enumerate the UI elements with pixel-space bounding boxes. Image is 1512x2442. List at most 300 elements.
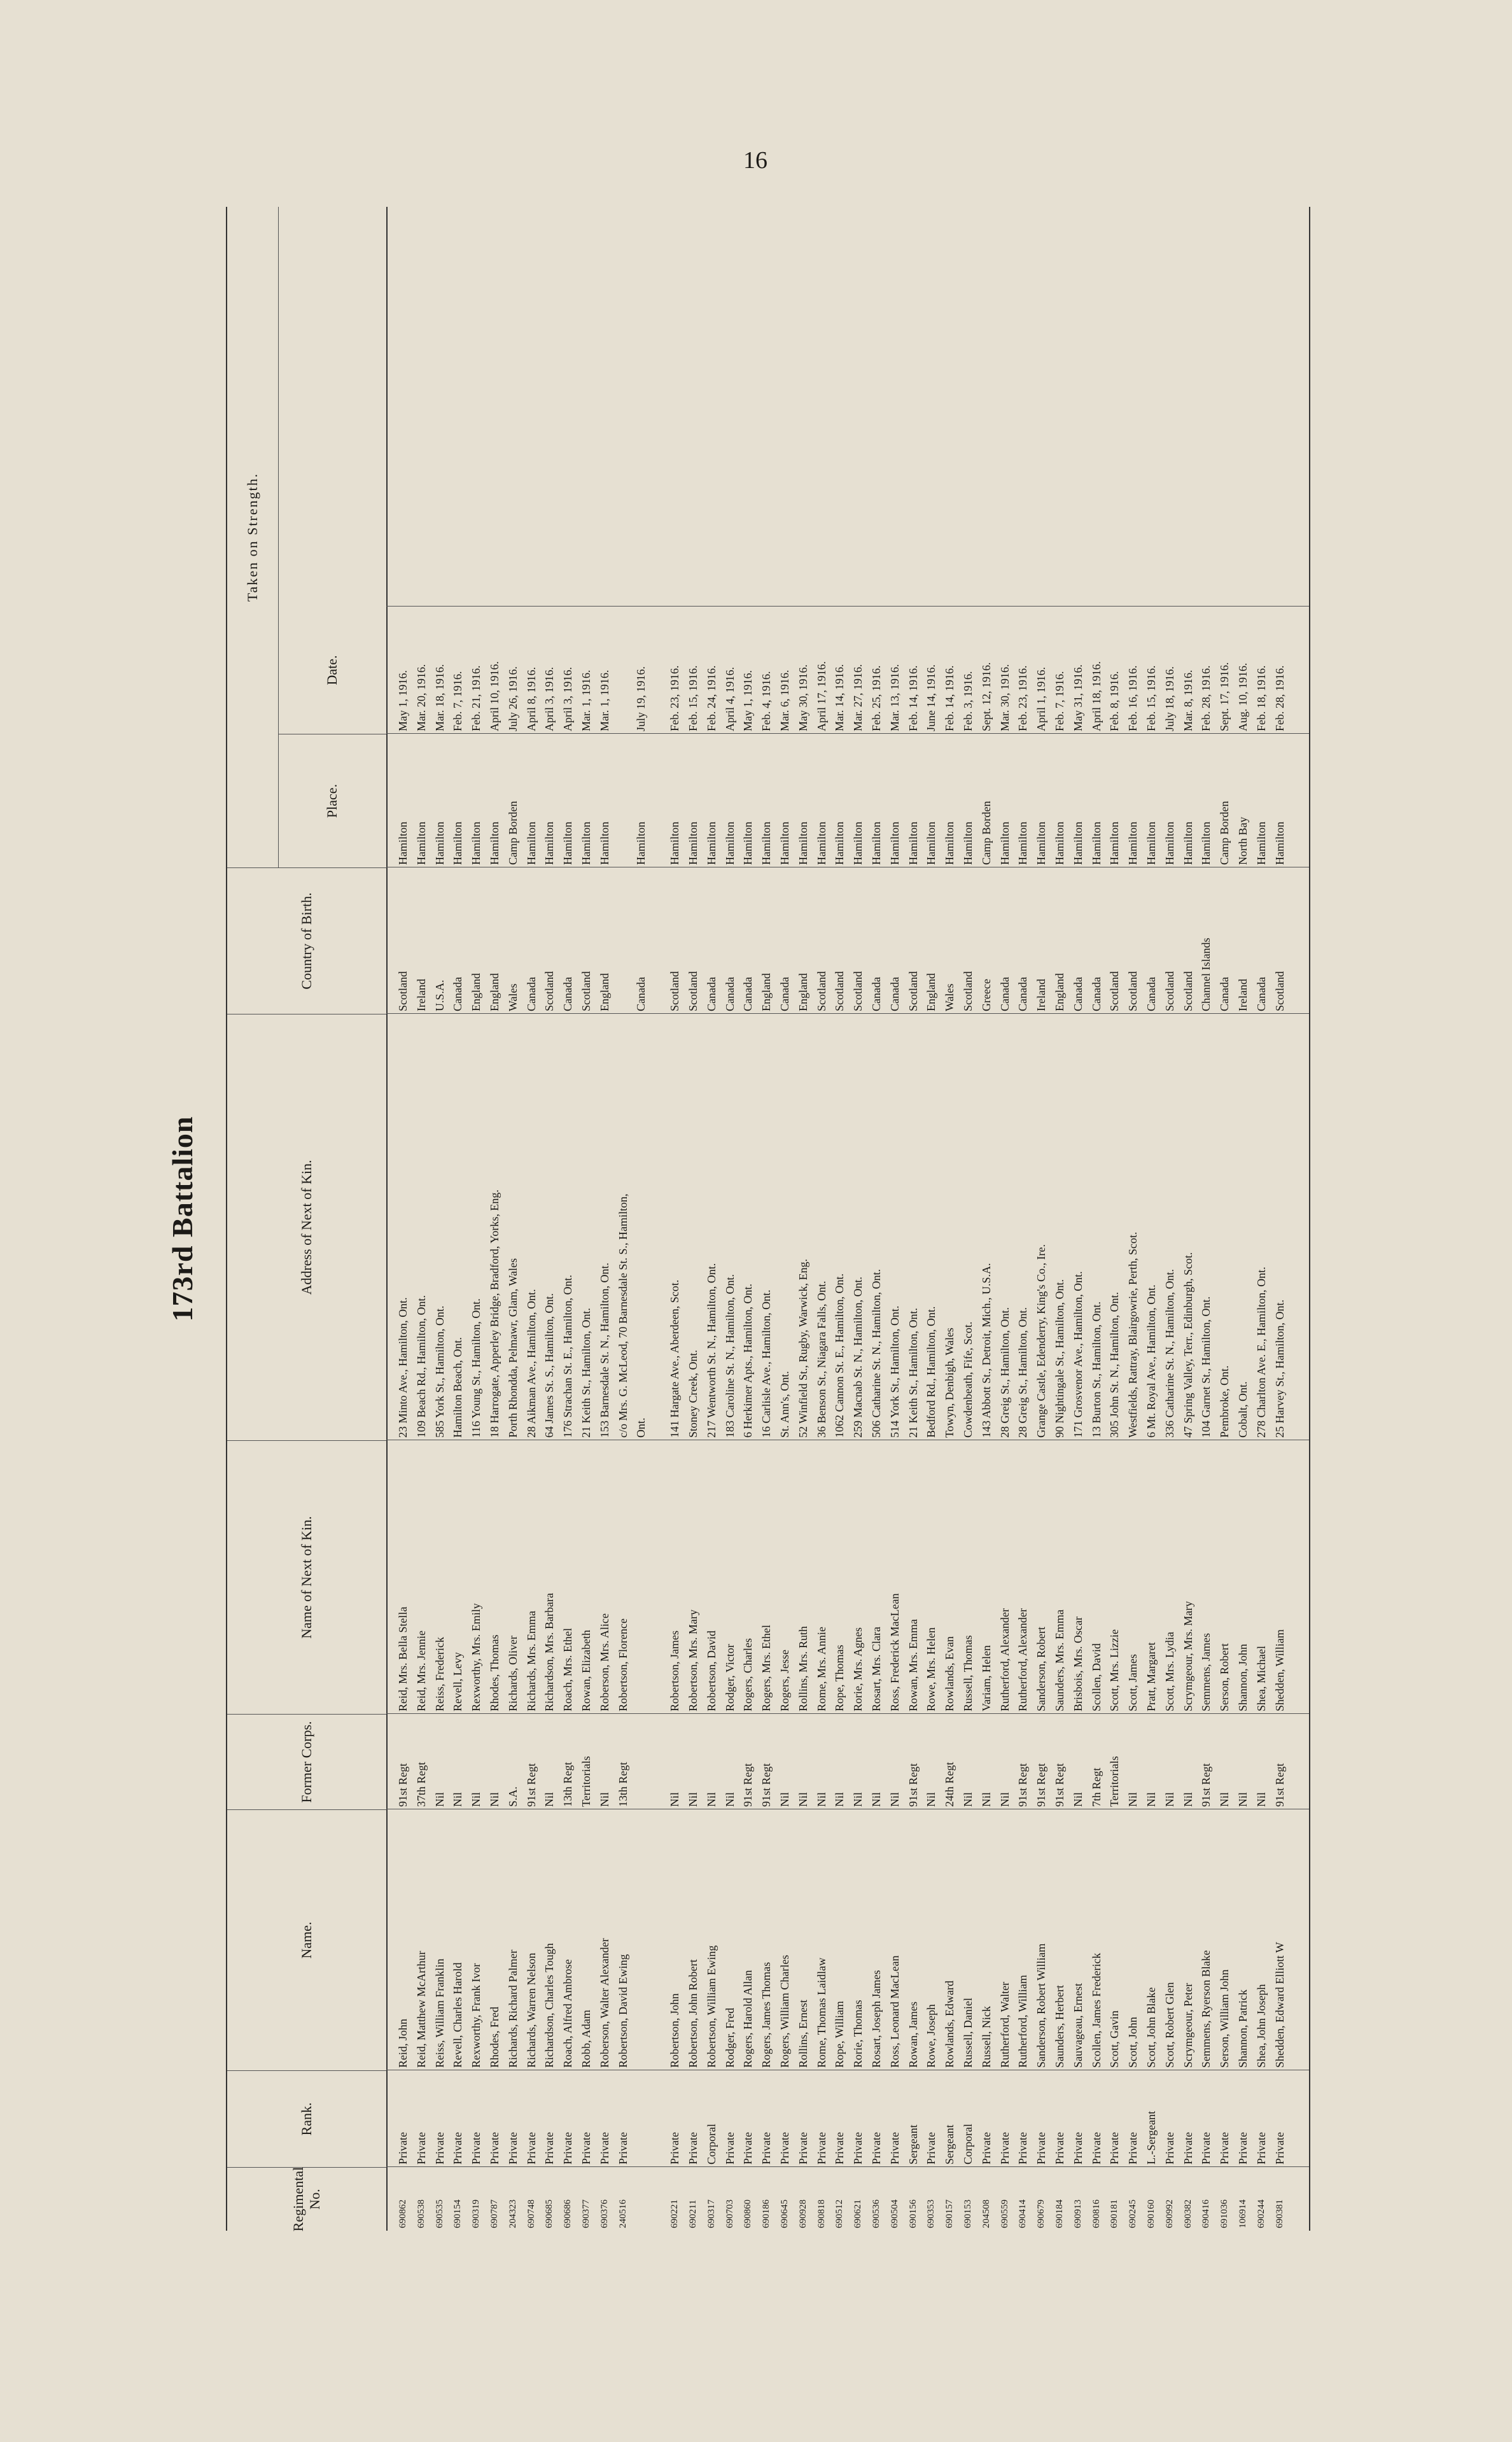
cell-country: Scotland [1108, 971, 1121, 1011]
table-body [386, 207, 1309, 2231]
cell-date: Mar. 6, 1916. [778, 670, 791, 731]
cell-place: Hamilton [1035, 822, 1048, 865]
cell-address: Grange Castle, Edenderry, King's Co., Ire. [1035, 1244, 1048, 1438]
cell-former-corps: Nil [1218, 1792, 1231, 1807]
cell-name: Shea, John Joseph [1254, 1984, 1268, 2068]
cell-former-corps: 91st Regt [760, 1763, 773, 1807]
cell-reg-no: 690913 [1072, 2200, 1083, 2228]
cell-address: 1062 Cannon St. E., Hamilton, Ont. [833, 1274, 846, 1438]
table-row [633, 207, 648, 2231]
table-row [832, 207, 847, 2231]
cell-former-corps: Nil [543, 1792, 556, 1807]
cell-reg-no: 690377 [581, 2200, 591, 2228]
cell-next-of-kin: Semmens, James [1200, 1633, 1213, 1711]
table-row [505, 207, 521, 2231]
cell-country: Canada [1254, 977, 1268, 1011]
cell-next-of-kin: Rhodes, Thomas [488, 1634, 501, 1711]
cell-next-of-kin: Ross, Frederick MacLean [888, 1593, 901, 1711]
cell-address: 21 Keith St., Hamilton, Ont. [906, 1308, 920, 1438]
cell-country: Wales [943, 983, 956, 1011]
cell-rank: L.-Sergeant [1145, 2110, 1158, 2165]
cell-name: Sauvageau, Ernest [1071, 1983, 1084, 2068]
table-row [1144, 207, 1159, 2231]
cell-country: Scotland [1181, 971, 1194, 1011]
cell-reg-no: 690181 [1109, 2200, 1120, 2228]
cell-address: 278 Charlton Ave. E., Hamilton, Ont. [1254, 1267, 1268, 1438]
cell-next-of-kin: Reiss, Frederick [433, 1637, 446, 1711]
cell-address: 28 Aikman Ave., Hamilton, Ont. [524, 1289, 538, 1438]
cell-reg-no: 690992 [1164, 2200, 1175, 2228]
cell-former-corps: Nil [851, 1792, 865, 1807]
cell-next-of-kin: Revell, Levy [451, 1652, 465, 1711]
cell-reg-no: 690160 [1146, 2200, 1156, 2228]
table-row [560, 207, 575, 2231]
cell-date: April 18, 1916. [1089, 661, 1103, 731]
cell-date: June 14, 1916. [925, 664, 938, 731]
cell-rank: Private [815, 2132, 828, 2165]
cell-date: Feb. 14, 1916. [906, 665, 920, 731]
cell-name: Rowan, James [906, 2002, 920, 2068]
cell-reg-no: 690512 [834, 2200, 845, 2228]
table-row [395, 207, 410, 2231]
cell-name: Robertson, John Robert [687, 1959, 699, 2068]
cell-country: Scotland [668, 971, 682, 1011]
cell-country: Canada [870, 977, 883, 1011]
cell-country: Scotland [815, 971, 828, 1011]
cell-reg-no: 690184 [1054, 2200, 1065, 2228]
table-row [468, 207, 484, 2231]
cell-address: Cobalt, Ont. [1236, 1381, 1249, 1438]
cell-country: Scotland [851, 971, 865, 1011]
cell-next-of-kin: Rowe, Mrs. Helen [925, 1627, 938, 1711]
cell-next-of-kin: Robertson, Florence [616, 1618, 629, 1711]
table-row [1272, 207, 1287, 2231]
header-address: Address of Next of Kin. [227, 1014, 386, 1440]
cell-name: Rogers, Harold Allan [741, 1970, 755, 2068]
cell-name: Scott, John Blake [1145, 1987, 1158, 2068]
cell-reg-no: 690787 [489, 2200, 500, 2228]
cell-name: Scrymgeour, Peter [1181, 1982, 1194, 2068]
cell-country: Canada [1089, 977, 1103, 1011]
cell-rank: Private [778, 2132, 791, 2165]
cell-place: Hamilton [998, 822, 1011, 865]
cell-next-of-kin: Scollen, David [1089, 1643, 1103, 1711]
cell-place: North Bay [1236, 817, 1249, 865]
cell-place: Hamilton [906, 822, 920, 865]
cell-address: Towyn, Denbigh, Wales [943, 1328, 956, 1438]
cell-address: 336 Catharine St. N., Hamilton, Ont. [1163, 1269, 1176, 1438]
cell-address: Bedford Rd., Hamilton, Ont. [925, 1306, 938, 1438]
cell-date: Feb. 16, 1916. [1126, 665, 1140, 731]
table-row [1033, 207, 1049, 2231]
cell-name: Shedden, Edward Elliott W [1273, 1942, 1286, 2068]
cell-rank: Private [506, 2132, 519, 2165]
table-row [1052, 207, 1067, 2231]
cell-date: May 31, 1916. [1071, 664, 1084, 731]
table-row [795, 207, 811, 2231]
header-former-corps: Former Corps. [227, 1714, 386, 1809]
cell-place: Hamilton [561, 822, 575, 865]
cell-country: Wales [506, 983, 519, 1011]
cell-name: Rhodes, Fred [488, 2007, 501, 2068]
cell-former-corps: 7th Regt [1089, 1767, 1103, 1807]
cell-name: Rexworthy, Frank Ivor [470, 1963, 483, 2068]
cell-next-of-kin: Roberson, Mrs. Alice [598, 1613, 611, 1711]
cell-reg-no: 691036 [1219, 2200, 1230, 2228]
cell-address: Westfields, Rattray, Blairgowrie, Perth, Scot. [1126, 1232, 1140, 1438]
cell-date: Feb. 28, 1916. [1273, 665, 1286, 731]
cell-name: Rutherford, Walter [998, 1981, 1011, 2068]
cell-address: 16 Carlisle Ave., Hamilton, Ont. [760, 1289, 773, 1438]
cell-date: Feb. 18, 1916. [1254, 665, 1268, 731]
cell-reg-no: 690535 [434, 2200, 445, 2228]
cell-country: Canada [451, 977, 465, 1011]
cell-reg-no: 204508 [981, 2200, 991, 2228]
cell-former-corps: Nil [687, 1792, 699, 1807]
cell-rank: Private [687, 2132, 699, 2165]
cell-date: April 1, 1916. [1035, 667, 1048, 731]
table-row [1070, 207, 1086, 2231]
table-row [578, 207, 594, 2231]
cell-address: Hamilton Beach, Ont. [451, 1337, 465, 1438]
cell-next-of-kin: Brisbois, Mrs. Oscar [1071, 1617, 1084, 1711]
cell-place: Hamilton [1108, 822, 1121, 865]
cell-address: 64 James St. S., Hamilton, Ont. [543, 1293, 556, 1438]
cell-place: Hamilton [815, 822, 828, 865]
cell-rank: Private [1016, 2132, 1030, 2165]
cell-address: 6 Mt. Royal Ave., Hamilton, Ont. [1145, 1284, 1158, 1438]
cell-date: April 3, 1916. [561, 667, 575, 731]
cell-rank: Private [1181, 2132, 1194, 2165]
table-row [722, 207, 738, 2231]
cell-name: Serson, William John [1218, 1969, 1231, 2068]
cell-date: Feb. 8, 1916. [1108, 671, 1121, 731]
cell-name: Scott, John [1126, 2016, 1140, 2068]
cell-country: Ireland [1035, 979, 1048, 1011]
cell-date: Feb. 23, 1916. [668, 665, 682, 731]
cell-date: July 18, 1916. [1163, 666, 1176, 731]
cell-reg-no: 690559 [999, 2200, 1010, 2228]
cell-former-corps: Nil [888, 1792, 901, 1807]
rotated-page-content [146, 207, 1317, 2231]
table-row [869, 207, 884, 2231]
cell-reg-no: 690376 [599, 2200, 610, 2228]
cell-next-of-kin: Scrymgeour, Mrs. Mary [1181, 1601, 1194, 1711]
cell-place: Hamilton [1145, 822, 1158, 865]
cell-former-corps: Nil [925, 1792, 938, 1807]
page-number: 16 [743, 147, 767, 174]
cell-rank: Sergeant [906, 2124, 920, 2165]
cell-place: Hamilton [524, 822, 538, 865]
cell-date: Aug. 10, 1916. [1236, 663, 1249, 731]
cell-next-of-kin: Pratt, Margaret [1145, 1642, 1158, 1711]
cell-reg-no: 690818 [816, 2200, 827, 2228]
cell-place: Hamilton [1053, 822, 1066, 865]
cell-country: England [760, 973, 773, 1011]
cell-former-corps: 91st Regt [1053, 1763, 1066, 1807]
cell-place: Hamilton [943, 822, 956, 865]
cell-place: Hamilton [687, 822, 699, 865]
cell-date: Feb. 7, 1916. [1053, 671, 1066, 731]
cell-name: Reiss, William Franklin [433, 1958, 446, 2068]
cell-rank: Private [543, 2132, 556, 2165]
cell-reg-no: 690353 [926, 2200, 937, 2228]
cell-reg-no: 690381 [1274, 2200, 1285, 2228]
cell-rank: Private [488, 2132, 501, 2165]
table-row [850, 207, 865, 2231]
cell-next-of-kin: Rexworthy, Mrs. Emily [470, 1603, 483, 1711]
table-row [1254, 207, 1269, 2231]
cell-former-corps: Nil [778, 1792, 791, 1807]
cell-former-corps: 91st Regt [1273, 1763, 1286, 1807]
cell-date: July 19, 1916. [634, 666, 648, 731]
cell-place: Hamilton [1089, 822, 1103, 865]
cell-rank: Private [561, 2132, 575, 2165]
cell-name: Roberson, Walter Alexander [598, 1938, 611, 2068]
cell-date: July 26, 1916. [506, 666, 519, 731]
cell-reg-no: 690679 [1036, 2200, 1047, 2228]
cell-name: Russell, Daniel [962, 1998, 974, 2068]
cell-address: 28 Greig St., Hamilton, Ont. [998, 1307, 1011, 1438]
cell-name: Rope, William [833, 2001, 846, 2068]
cell-former-corps: Territorials [580, 1756, 592, 1807]
cell-reg-no: 690416 [1201, 2200, 1212, 2228]
cell-reg-no: 690157 [944, 2200, 955, 2228]
cell-address: 47 Spring Valley, Terr., Edinburgh, Scot. [1181, 1252, 1194, 1438]
cell-next-of-kin: Rogers, Mrs. Ethel [760, 1625, 773, 1711]
header-rank: Rank. [227, 2070, 386, 2167]
cell-rank: Private [668, 2132, 682, 2165]
cell-place: Hamilton [414, 822, 428, 865]
cell-reg-no: 690156 [907, 2200, 918, 2228]
cell-place: Hamilton [1071, 822, 1084, 865]
cell-date: Mar. 13, 1916. [888, 664, 901, 731]
cell-country: England [470, 973, 483, 1011]
cell-country: Canada [723, 977, 736, 1011]
cell-next-of-kin: Scott, Mrs. Lydia [1163, 1632, 1176, 1711]
cell-date: Feb. 21, 1916. [470, 665, 483, 731]
cell-date: Sept. 17, 1916. [1218, 662, 1231, 731]
cell-name: Ross, Leonard MacLean [888, 1955, 901, 2068]
cell-country: Greece [979, 979, 993, 1011]
cell-country: Scotland [906, 971, 920, 1011]
cell-address: 183 Caroline St. N., Hamilton, Ont. [723, 1274, 736, 1438]
cell-address: Stoney Creek, Ont. [687, 1350, 699, 1438]
cell-next-of-kin: Rosart, Mrs. Clara [870, 1627, 883, 1711]
cell-next-of-kin: Reid, Mrs. Bella Stella [396, 1606, 409, 1711]
cell-next-of-kin: Rowlands, Evan [943, 1636, 956, 1711]
cell-date: April 17, 1916. [815, 661, 828, 731]
cell-rank: Private [723, 2132, 736, 2165]
cell-address: 217 Wentworth St. N., Hamilton, Ont. [704, 1263, 718, 1438]
header-regimental-no: Regimental No. [227, 2167, 386, 2231]
cell-rank: Private [1236, 2132, 1249, 2165]
cell-former-corps: S.A. [506, 1786, 519, 1807]
cell-rank: Private [1053, 2132, 1066, 2165]
table-row [960, 207, 976, 2231]
cell-place: Hamilton [488, 822, 501, 865]
cell-country: Scotland [962, 971, 974, 1011]
table-row [450, 207, 465, 2231]
cell-date: Feb. 14, 1916. [943, 665, 956, 731]
cell-date: Mar. 1, 1916. [598, 670, 611, 731]
cell-country: Scotland [543, 971, 556, 1011]
cell-rank: Private [451, 2132, 465, 2165]
cell-name: Reid, John [396, 2018, 409, 2068]
cell-next-of-kin: Rogers, Jesse [778, 1650, 791, 1711]
cell-rank: Private [1200, 2132, 1213, 2165]
cell-rank: Private [1273, 2132, 1286, 2165]
cell-next-of-kin: Scott, James [1126, 1654, 1140, 1711]
cell-next-of-kin: Rutherford, Alexander [998, 1608, 1011, 1711]
cell-name: Scollen, James Frederick [1089, 1953, 1103, 2068]
header-taken-on-strength: Taken on Strength. [227, 207, 279, 867]
cell-place: Hamilton [634, 822, 648, 865]
cell-former-corps: 91st Regt [524, 1763, 538, 1807]
cell-place: Hamilton [962, 822, 974, 865]
cell-reg-no: 106914 [1238, 2200, 1248, 2228]
table-row [667, 207, 682, 2231]
cell-name: Richards, Warren Nelson [524, 1953, 538, 2068]
cell-rank: Private [470, 2132, 483, 2165]
cell-place: Camp Borden [979, 801, 993, 865]
cell-reg-no: 690154 [452, 2200, 463, 2228]
cell-place: Camp Borden [506, 801, 519, 865]
table-row [923, 207, 939, 2231]
cell-place: Hamilton [1126, 822, 1140, 865]
cell-rank: Private [524, 2132, 538, 2165]
cell-date: Feb. 7, 1916. [451, 671, 465, 731]
cell-country: Canada [704, 977, 718, 1011]
cell-rank: Private [1254, 2132, 1268, 2165]
cell-country: Canada [741, 977, 755, 1011]
cell-rank: Private [1089, 2132, 1103, 2165]
cell-former-corps: 91st Regt [1035, 1763, 1048, 1807]
cell-name: Roach, Alfred Ambrose [561, 1959, 575, 2068]
cell-rank: Private [979, 2132, 993, 2165]
cell-next-of-kin: Shea, Michael [1254, 1646, 1268, 1711]
cell-next-of-kin: Richardson, Mrs. Barbara [543, 1593, 556, 1711]
cell-country: Scotland [1163, 971, 1176, 1011]
cell-next-of-kin: Reid, Mrs. Jennie [414, 1631, 428, 1711]
cell-rank: Private [796, 2132, 809, 2165]
cell-place: Hamilton [760, 822, 773, 865]
cell-address: 6 Herkimer Apts., Hamilton, Ont. [741, 1284, 755, 1438]
cell-rank: Private [760, 2132, 773, 2165]
cell-reg-no: 690186 [761, 2200, 772, 2228]
table-row [1015, 207, 1030, 2231]
header-date: Date. [324, 655, 340, 685]
cell-former-corps: Nil [1163, 1792, 1176, 1807]
cell-former-corps: Nil [723, 1792, 736, 1807]
table-row [1089, 207, 1104, 2231]
cell-place: Hamilton [598, 822, 611, 865]
cell-former-corps: Nil [668, 1792, 682, 1807]
cell-next-of-kin: Rowan, Mrs. Emma [906, 1619, 920, 1711]
cell-date: May 1, 1916. [396, 670, 409, 731]
cell-next-of-kin: Variam, Helen [979, 1645, 993, 1711]
cell-address: 36 Benson St., Niagara Falls, Ont. [815, 1281, 828, 1438]
cell-reg-no: 690645 [780, 2200, 790, 2228]
cell-former-corps: 91st Regt [741, 1763, 755, 1807]
table-row [997, 207, 1012, 2231]
cell-next-of-kin: Rogers, Charles [741, 1638, 755, 1711]
cell-place: Hamilton [1163, 822, 1176, 865]
cell-date: April 4, 1916. [723, 667, 736, 731]
cell-address: 153 Barnesdale St. N., Hamilton, Ont. [598, 1263, 611, 1438]
cell-date: Feb. 15, 1916. [687, 665, 699, 731]
cell-former-corps: Territorials [1108, 1756, 1121, 1807]
cell-rank: Private [396, 2132, 409, 2165]
header-country: Country of Birth. [227, 867, 386, 1014]
cell-former-corps: Nil [870, 1792, 883, 1807]
cell-reg-no: 690685 [544, 2200, 555, 2228]
cell-place: Hamilton [451, 822, 465, 865]
page-title: 173rd Battalion [166, 1116, 199, 1322]
cell-date: Feb. 24, 1916. [704, 665, 718, 731]
table-row [887, 207, 902, 2231]
cell-date: Mar. 8, 1916. [1181, 670, 1194, 731]
table-row [942, 207, 957, 2231]
cell-country: Canada [1145, 977, 1158, 1011]
cell-former-corps: 13th Regt [616, 1762, 629, 1807]
cell-name: Robertson, David Ewing [616, 1954, 629, 2068]
cell-country: Canada [778, 977, 791, 1011]
cell-country: England [598, 973, 611, 1011]
cell-rank: Private [433, 2132, 446, 2165]
cell-reg-no: 690211 [688, 2200, 698, 2228]
cell-former-corps: 24th Regt [943, 1762, 956, 1807]
cell-next-of-kin: Russell, Thomas [962, 1635, 974, 1711]
cell-date: Mar. 1, 1916. [580, 670, 592, 731]
cell-place: Hamilton [1181, 822, 1194, 865]
cell-place: Hamilton [888, 822, 901, 865]
cell-date: Feb. 25, 1916. [870, 665, 883, 731]
cell-next-of-kin: Roach, Mrs. Ethel [561, 1628, 575, 1711]
cell-date: Feb. 4, 1916. [760, 671, 773, 731]
cell-country: Scotland [687, 971, 699, 1011]
cell-country: Scotland [396, 971, 409, 1011]
cell-rank: Private [414, 2132, 428, 2165]
table-row [1217, 207, 1232, 2231]
cell-rank: Private [616, 2132, 629, 2165]
cell-reg-no: 690221 [669, 2200, 680, 2228]
cell-address: c/o Mrs. G. McLeod, 70 Barnesdale St. S., Hamilton, [616, 1193, 629, 1438]
cell-address: St. Ann's, Ont. [778, 1371, 791, 1438]
cell-place: Camp Borden [1218, 801, 1231, 865]
table-row [542, 207, 557, 2231]
table-row [1180, 207, 1196, 2231]
cell-place: Hamilton [870, 822, 883, 865]
cell-rank: Private [1163, 2132, 1176, 2165]
table-row [1107, 207, 1122, 2231]
cell-place: Hamilton [833, 822, 846, 865]
cell-address: 585 York St., Hamilton, Ont. [433, 1305, 446, 1438]
cell-name: Rowlands, Edward [943, 1981, 956, 2068]
cell-reg-no: 690862 [398, 2200, 408, 2228]
table-row [906, 207, 921, 2231]
cell-date: May 1, 1916. [741, 670, 755, 731]
cell-place: Hamilton [778, 822, 791, 865]
cell-place: Hamilton [723, 822, 736, 865]
cell-rank: Private [1218, 2132, 1231, 2165]
cell-country: England [796, 973, 809, 1011]
cell-address: 25 Harvey St., Hamilton, Ont. [1273, 1300, 1286, 1438]
cell-next-of-kin: Robertson, James [668, 1631, 682, 1711]
cell-next-of-kin: Rope, Thomas [833, 1645, 846, 1711]
cell-former-corps: 91st Regt [906, 1763, 920, 1807]
table-row [1235, 207, 1250, 2231]
